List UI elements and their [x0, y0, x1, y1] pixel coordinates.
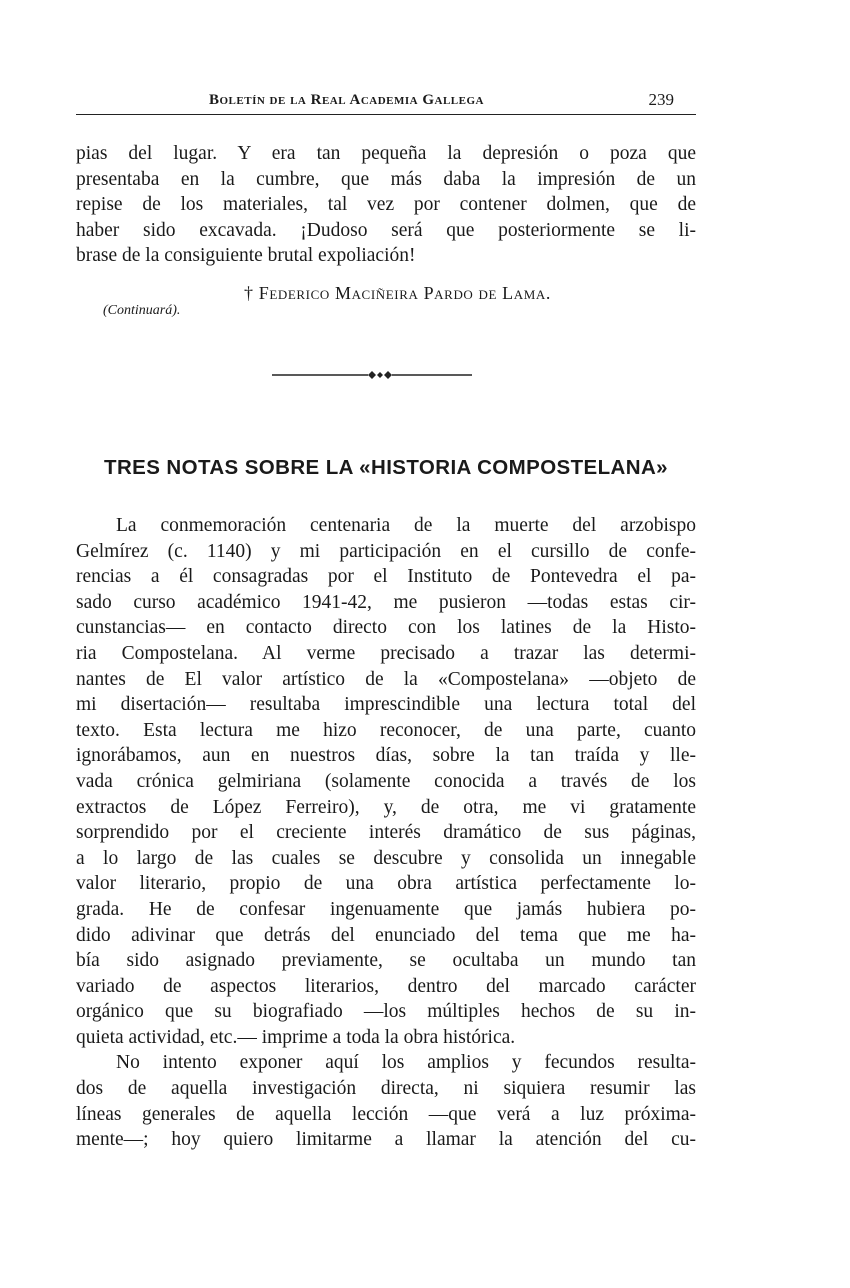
text-line: mente—; hoy quiero limitarme a llamar la atención del cu-: [76, 1129, 696, 1151]
text-line: brase de la consiguiente brutal expoliación!: [76, 245, 416, 267]
text-line: cunstancias— en contacto directo con los latines de la Histo-: [76, 617, 696, 639]
continued-note: (Continuará).: [103, 303, 181, 318]
text-line: No intento exponer aquí los amplios y fecundos resulta-: [116, 1052, 696, 1074]
text-line: orgánico que su biografiado —los múltiples hechos de su in-: [76, 1001, 696, 1023]
previous-article-ending: [76, 141, 696, 269]
text-line: ignorábamos, aun en nuestros días, sobre la tan traída y lle-: [76, 745, 696, 767]
text-line: ria Compostelana. Al verme precisado a trazar las determi-: [76, 642, 696, 664]
page-number: 239: [648, 90, 674, 109]
text-line: dos de aquella investigación directa, ni siquiera resumir las: [76, 1078, 696, 1100]
text-line: vada crónica gelmiriana (solamente conocida a través de los: [76, 770, 696, 792]
text-line: repise de los materiales, tal vez por contener dolmen, que de: [76, 194, 696, 216]
text-line: sorprendido por el creciente interés dramático de sus páginas,: [76, 822, 696, 844]
text-line: mi disertación— resultaba imprescindible una lectura total del: [76, 694, 696, 716]
text-line: bía sido asignado previamente, se ocultaba un mundo tan: [76, 950, 696, 972]
text-line: presentaba en la cumbre, que más daba la impresión de un: [76, 168, 696, 190]
text-line: dido adivinar que detrás del enunciado del tema que me ha-: [76, 924, 696, 946]
text-line: Gelmírez (c. 1140) y mi participación en el cursillo de confe-: [76, 540, 696, 562]
text-line: valor literario, propio de una obra artística perfectamente lo-: [76, 873, 696, 895]
text-line: líneas generales de aquella lección —que verá a luz próxima-: [76, 1103, 696, 1125]
text-line: sado curso académico 1941-42, me pusieron —todas estas cir-: [76, 591, 696, 613]
text-line: grada. He de confesar ingenuamente que jamás hubiera po-: [76, 898, 696, 920]
text-line: nantes de El valor artístico de la «Compostelana» —objeto de: [76, 668, 696, 690]
text-line: quieta actividad, etc.— imprime a toda la obra histórica.: [76, 1026, 516, 1048]
text-line: rencias a él consagradas por el Instituto de Pontevedra el pa-: [76, 566, 696, 588]
text-line: texto. Esta lectura me hizo reconocer, de una parte, cuanto: [76, 719, 696, 741]
running-title: Boletín de la Real Academia Gallega: [209, 92, 484, 108]
running-header: [76, 90, 696, 115]
text-line: haber sido excavada. ¡Dudoso será que posteriormente se li-: [76, 219, 696, 241]
dagger-symbol: †: [244, 283, 254, 303]
text-line: variado de aspectos literarios, dentro del marcado carácter: [76, 975, 696, 997]
author-name: Federico Maciñeira Pardo de Lama.: [258, 283, 551, 303]
article-body: [76, 513, 696, 1153]
text-line: a lo largo de las cuales se descubre y consolida un innegable: [76, 847, 696, 869]
section-divider-ornament: [272, 368, 472, 382]
text-line: La conmemoración centenaria de la muerte del arzobispo: [116, 515, 696, 536]
text-line: pias del lugar. Y era tan pequeña la depresión o poza que: [76, 143, 696, 164]
text-line: extractos de López Ferreiro), y, de otra, me vi gratamente: [76, 796, 696, 818]
author-signature: [244, 283, 551, 304]
article-title: TRES NOTAS SOBRE LA «HISTORIA COMPOSTELANA»: [104, 456, 668, 479]
